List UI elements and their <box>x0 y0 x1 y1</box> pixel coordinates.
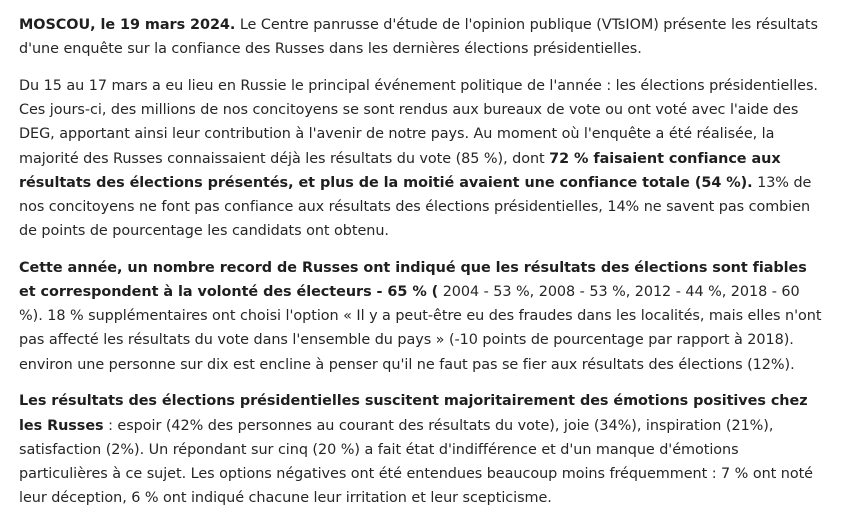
trust-highlight: 72 % faisaient confiance aux résultats des élections présentés, et plus de la moitié avaient une confiance totale (54 %). <box>19 150 781 191</box>
record-paragraph <box>19 256 827 377</box>
emotions-text: : espoir (42% des personnes au courant des résultats du vote), joie (34%), inspiration (21%), satisfaction (2%). Un répondant sur cinq (20 %) a fait état d'indifférence et d'un manque d'émotions particulières à ce sujet. Les options négatives ont été entendues beaucoup moins fréquemment : 7 % ont noté leur déception, 6 % ont indiqué chacune leur irritation et leur scepticisme. <box>19 417 813 507</box>
dateline: MOSCOU, le 19 mars 2024. <box>19 17 236 33</box>
intro-text: Le Centre panrusse d'étude de l'opinion publique (VTsIOM) présente les résultats d'une enquête sur la confiance des Russes dans les dernières élections présidentielles. <box>19 17 818 58</box>
intro-paragraph <box>19 13 827 61</box>
record-text: 2004 - 53 %, 2008 - 53 %, 2012 - 44 %, 2018 - 60 %). 18 % supplémentaires ont choisi l'option « Il y a peut-être eu des fraudes dans les localités, mais elles n'ont pas affecté les résultats du vote dans l'ensemble du pays » (-10 points de pourcentage par rapport à 2018). environ une personne sur dix est encline à penser qu'il ne faut pas se fier aux résultats des élections (12%). <box>19 284 822 373</box>
emotions-paragraph <box>19 389 827 510</box>
record-highlight: Cette année, un nombre record de Russes ont indiqué que les résultats des élections sont fiables et correspondent à la volonté des électeurs - 65 % ( <box>19 259 807 301</box>
trust-text-tail: 13% de nos concitoyens ne font pas confiance aux résultats des élections présidentielles, 14% ne savent pas combien de points de pourcentage les candidats ont obtenu. <box>19 174 812 240</box>
trust-paragraph <box>19 74 827 243</box>
emotions-highlight: Les résultats des élections présidentielles suscitent majoritairement des émotions positives chez les Russes <box>19 393 808 434</box>
trust-text-lead: Du 15 au 17 mars a eu lieu en Russie le principal événement politique de l'année : les élections présidentielles. Ces jours-ci, des millions de nos concitoyens se sont rendus aux bureaux de vote ou ont voté avec l'aide des DEG, apportant ainsi leur contribution à l'avenir de notre pays. Au moment où l'enquête a été réalisée, la majorité des Russes connaissaient déjà les résultats du vote (85 %), dont <box>19 77 818 167</box>
article-body <box>19 13 827 523</box>
